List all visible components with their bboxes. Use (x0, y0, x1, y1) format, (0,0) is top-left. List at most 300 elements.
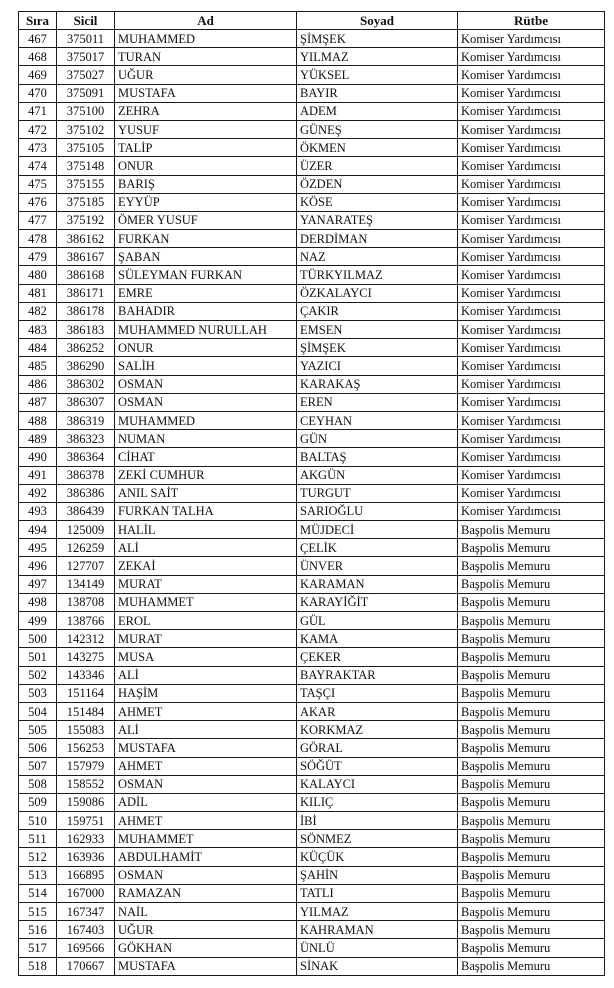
cell-ad: MUSTAFA (115, 957, 297, 975)
cell-sicil: 375148 (57, 157, 115, 175)
cell-sira: 469 (19, 66, 57, 84)
cell-sicil: 155083 (57, 721, 115, 739)
table-header (19, 12, 605, 30)
cell-sicil: 386178 (57, 302, 115, 320)
cell-rutbe: Başpolis Memuru (458, 903, 605, 921)
cell-sicil: 163936 (57, 848, 115, 866)
cell-sira: 501 (19, 648, 57, 666)
cell-rutbe: Başpolis Memuru (458, 884, 605, 902)
cell-rutbe: Komiser Yardımcısı (458, 321, 605, 339)
cell-rutbe: Komiser Yardımcısı (458, 302, 605, 320)
cell-ad: ALİ (115, 666, 297, 684)
cell-sicil: 375102 (57, 120, 115, 138)
cell-rutbe: Komiser Yardımcısı (458, 357, 605, 375)
cell-soyad: BAYIR (297, 84, 458, 102)
cell-sicil: 151164 (57, 684, 115, 702)
table-row (19, 612, 605, 630)
cell-ad: OSMAN (115, 775, 297, 793)
cell-sira: 485 (19, 357, 57, 375)
header-soyad: Soyad (297, 12, 458, 30)
cell-sira: 476 (19, 193, 57, 211)
cell-sicil: 375091 (57, 84, 115, 102)
cell-soyad: KÜÇÜK (297, 848, 458, 866)
cell-sira: 479 (19, 248, 57, 266)
cell-rutbe: Başpolis Memuru (458, 830, 605, 848)
cell-ad: ANIL SAİT (115, 484, 297, 502)
cell-sicil: 158552 (57, 775, 115, 793)
cell-ad: AHMET (115, 812, 297, 830)
cell-sira: 493 (19, 502, 57, 520)
cell-ad: AHMET (115, 757, 297, 775)
table-row (19, 357, 605, 375)
cell-ad: EROL (115, 612, 297, 630)
cell-ad: ALİ (115, 721, 297, 739)
table-row (19, 448, 605, 466)
cell-ad: EMRE (115, 284, 297, 302)
cell-rutbe: Komiser Yardımcısı (458, 84, 605, 102)
cell-soyad: KÖSE (297, 193, 458, 211)
cell-soyad: ÖZDEN (297, 175, 458, 193)
cell-soyad: GÜNEŞ (297, 120, 458, 138)
table-row (19, 521, 605, 539)
cell-rutbe: Komiser Yardımcısı (458, 411, 605, 429)
header-row (19, 12, 605, 30)
table-row (19, 957, 605, 975)
cell-rutbe: Komiser Yardımcısı (458, 448, 605, 466)
cell-rutbe: Başpolis Memuru (458, 702, 605, 720)
cell-sira: 503 (19, 684, 57, 702)
cell-sira: 483 (19, 321, 57, 339)
table-row (19, 630, 605, 648)
cell-sira: 517 (19, 939, 57, 957)
cell-rutbe: Komiser Yardımcısı (458, 120, 605, 138)
cell-ad: ÖMER YUSUF (115, 211, 297, 229)
cell-ad: MUHAMMET (115, 830, 297, 848)
table-row (19, 321, 605, 339)
table-row (19, 48, 605, 66)
cell-rutbe: Komiser Yardımcısı (458, 484, 605, 502)
cell-rutbe: Komiser Yardımcısı (458, 284, 605, 302)
cell-rutbe: Başpolis Memuru (458, 521, 605, 539)
cell-soyad: SÖNMEZ (297, 830, 458, 848)
cell-rutbe: Komiser Yardımcısı (458, 375, 605, 393)
cell-sira: 511 (19, 830, 57, 848)
cell-soyad: YILMAZ (297, 48, 458, 66)
cell-rutbe: Komiser Yardımcısı (458, 175, 605, 193)
table-row (19, 339, 605, 357)
cell-ad: MUSA (115, 648, 297, 666)
table-row (19, 812, 605, 830)
cell-sira: 473 (19, 139, 57, 157)
cell-rutbe: Başpolis Memuru (458, 866, 605, 884)
cell-ad: ALİ (115, 539, 297, 557)
cell-rutbe: Başpolis Memuru (458, 921, 605, 939)
cell-sicil: 375185 (57, 193, 115, 211)
cell-ad: RAMAZAN (115, 884, 297, 902)
cell-sira: 515 (19, 903, 57, 921)
table-row (19, 793, 605, 811)
cell-rutbe: Komiser Yardımcısı (458, 157, 605, 175)
cell-sicil: 375100 (57, 102, 115, 120)
cell-ad: FURKAN (115, 230, 297, 248)
table-row (19, 666, 605, 684)
table-row (19, 775, 605, 793)
table-row (19, 848, 605, 866)
header-rutbe: Rütbe (458, 12, 605, 30)
cell-sira: 488 (19, 411, 57, 429)
cell-sicil: 126259 (57, 539, 115, 557)
cell-sicil: 167403 (57, 921, 115, 939)
cell-ad: MUSTAFA (115, 84, 297, 102)
table-row (19, 702, 605, 720)
cell-sira: 491 (19, 466, 57, 484)
cell-soyad: SÖĞÜT (297, 757, 458, 775)
cell-rutbe: Komiser Yardımcısı (458, 211, 605, 229)
cell-rutbe: Komiser Yardımcısı (458, 430, 605, 448)
table-row (19, 175, 605, 193)
cell-sicil: 125009 (57, 521, 115, 539)
table-row (19, 84, 605, 102)
cell-soyad: YÜKSEL (297, 66, 458, 84)
cell-sicil: 138708 (57, 593, 115, 611)
cell-sira: 512 (19, 848, 57, 866)
cell-sira: 514 (19, 884, 57, 902)
cell-rutbe: Başpolis Memuru (458, 666, 605, 684)
cell-rutbe: Başpolis Memuru (458, 739, 605, 757)
cell-sira: 494 (19, 521, 57, 539)
cell-sicil: 170667 (57, 957, 115, 975)
cell-sicil: 386302 (57, 375, 115, 393)
cell-soyad: AKAR (297, 702, 458, 720)
cell-ad: ADİL (115, 793, 297, 811)
cell-rutbe: Komiser Yardımcısı (458, 48, 605, 66)
cell-ad: EYYÜP (115, 193, 297, 211)
cell-sira: 474 (19, 157, 57, 175)
header-ad: Ad (115, 12, 297, 30)
cell-rutbe: Komiser Yardımcısı (458, 393, 605, 411)
cell-rutbe: Komiser Yardımcısı (458, 30, 605, 48)
cell-soyad: KARAYİĞİT (297, 593, 458, 611)
cell-sira: 481 (19, 284, 57, 302)
cell-ad: ZEKİ CUMHUR (115, 466, 297, 484)
table-row (19, 66, 605, 84)
cell-sicil: 386168 (57, 266, 115, 284)
cell-ad: UĞUR (115, 921, 297, 939)
cell-sicil: 386307 (57, 393, 115, 411)
table-row (19, 575, 605, 593)
cell-soyad: AKGÜN (297, 466, 458, 484)
cell-soyad: ÖKMEN (297, 139, 458, 157)
cell-sira: 468 (19, 48, 57, 66)
table-row (19, 157, 605, 175)
cell-sira: 518 (19, 957, 57, 975)
personnel-table (18, 11, 605, 976)
table-row (19, 484, 605, 502)
cell-sira: 508 (19, 775, 57, 793)
cell-soyad: YILMAZ (297, 903, 458, 921)
cell-sicil: 375027 (57, 66, 115, 84)
cell-soyad: KALAYCI (297, 775, 458, 793)
table-row (19, 557, 605, 575)
cell-rutbe: Komiser Yardımcısı (458, 66, 605, 84)
cell-ad: AHMET (115, 702, 297, 720)
cell-ad: MUHAMMED NURULLAH (115, 321, 297, 339)
cell-sira: 492 (19, 484, 57, 502)
cell-soyad: KORKMAZ (297, 721, 458, 739)
cell-ad: BARIŞ (115, 175, 297, 193)
cell-sicil: 386364 (57, 448, 115, 466)
cell-rutbe: Komiser Yardımcısı (458, 102, 605, 120)
table-row (19, 903, 605, 921)
cell-ad: UĞUR (115, 66, 297, 84)
cell-sira: 484 (19, 339, 57, 357)
cell-sicil: 386252 (57, 339, 115, 357)
table-row (19, 230, 605, 248)
table-row (19, 120, 605, 138)
cell-soyad: ÇELİK (297, 539, 458, 557)
cell-sicil: 386386 (57, 484, 115, 502)
cell-ad: ONUR (115, 339, 297, 357)
cell-soyad: CEYHAN (297, 411, 458, 429)
cell-sicil: 375192 (57, 211, 115, 229)
cell-ad: FURKAN TALHA (115, 502, 297, 520)
cell-soyad: MÜJDECİ (297, 521, 458, 539)
table-row (19, 502, 605, 520)
cell-soyad: ÇEKER (297, 648, 458, 666)
cell-sira: 478 (19, 230, 57, 248)
cell-soyad: ÜZER (297, 157, 458, 175)
cell-soyad: ÇAKIR (297, 302, 458, 320)
cell-soyad: BALTAŞ (297, 448, 458, 466)
cell-sira: 490 (19, 448, 57, 466)
cell-ad: HAŞİM (115, 684, 297, 702)
cell-rutbe: Başpolis Memuru (458, 539, 605, 557)
cell-ad: TURAN (115, 48, 297, 66)
cell-soyad: GÜN (297, 430, 458, 448)
cell-soyad: TÜRKYILMAZ (297, 266, 458, 284)
cell-sicil: 386183 (57, 321, 115, 339)
table-row (19, 539, 605, 557)
table-row (19, 739, 605, 757)
table-row (19, 866, 605, 884)
cell-sira: 498 (19, 593, 57, 611)
cell-soyad: ŞAHİN (297, 866, 458, 884)
cell-soyad: NAZ (297, 248, 458, 266)
cell-sicil: 159086 (57, 793, 115, 811)
cell-ad: GÖKHAN (115, 939, 297, 957)
cell-soyad: YAZICI (297, 357, 458, 375)
table-body (19, 30, 605, 976)
table-row (19, 284, 605, 302)
table-row (19, 248, 605, 266)
cell-sira: 472 (19, 120, 57, 138)
cell-ad: ONUR (115, 157, 297, 175)
cell-sicil: 386290 (57, 357, 115, 375)
cell-sicil: 386439 (57, 502, 115, 520)
cell-sira: 509 (19, 793, 57, 811)
cell-soyad: EREN (297, 393, 458, 411)
cell-sicil: 127707 (57, 557, 115, 575)
cell-sicil: 167000 (57, 884, 115, 902)
cell-sicil: 386378 (57, 466, 115, 484)
table-row (19, 648, 605, 666)
table-row (19, 411, 605, 429)
cell-sicil: 375017 (57, 48, 115, 66)
cell-rutbe: Komiser Yardımcısı (458, 139, 605, 157)
table-row (19, 830, 605, 848)
cell-ad: NAİL (115, 903, 297, 921)
cell-sicil: 375011 (57, 30, 115, 48)
cell-sira: 480 (19, 266, 57, 284)
cell-sicil: 166895 (57, 866, 115, 884)
cell-soyad: ÜNLÜ (297, 939, 458, 957)
cell-soyad: İBİ (297, 812, 458, 830)
header-sicil: Sicil (57, 12, 115, 30)
cell-ad: SALİH (115, 357, 297, 375)
table-row (19, 211, 605, 229)
cell-sicil: 143275 (57, 648, 115, 666)
cell-ad: OSMAN (115, 866, 297, 884)
table-row (19, 30, 605, 48)
cell-sicil: 386171 (57, 284, 115, 302)
table-row (19, 102, 605, 120)
cell-sira: 500 (19, 630, 57, 648)
cell-ad: ABDULHAMİT (115, 848, 297, 866)
table-row (19, 139, 605, 157)
cell-ad: HALİL (115, 521, 297, 539)
table-row (19, 430, 605, 448)
cell-soyad: ÜNVER (297, 557, 458, 575)
cell-sicil: 375105 (57, 139, 115, 157)
table-row (19, 266, 605, 284)
cell-sicil: 162933 (57, 830, 115, 848)
cell-ad: MUHAMMED (115, 30, 297, 48)
table-row (19, 393, 605, 411)
cell-ad: ZEKAİ (115, 557, 297, 575)
cell-sicil: 386162 (57, 230, 115, 248)
cell-sira: 487 (19, 393, 57, 411)
cell-rutbe: Komiser Yardımcısı (458, 230, 605, 248)
cell-soyad: ŞİMŞEK (297, 30, 458, 48)
cell-sira: 489 (19, 430, 57, 448)
cell-rutbe: Başpolis Memuru (458, 812, 605, 830)
cell-rutbe: Başpolis Memuru (458, 793, 605, 811)
cell-ad: OSMAN (115, 393, 297, 411)
cell-soyad: ŞİMŞEK (297, 339, 458, 357)
cell-sira: 471 (19, 102, 57, 120)
cell-ad: MURAT (115, 630, 297, 648)
cell-soyad: DERDİMAN (297, 230, 458, 248)
cell-sicil: 142312 (57, 630, 115, 648)
cell-soyad: TURGUT (297, 484, 458, 502)
cell-rutbe: Başpolis Memuru (458, 630, 605, 648)
cell-sicil: 386167 (57, 248, 115, 266)
cell-sira: 507 (19, 757, 57, 775)
cell-sira: 516 (19, 921, 57, 939)
cell-sira: 510 (19, 812, 57, 830)
cell-rutbe: Komiser Yardımcısı (458, 193, 605, 211)
cell-ad: MURAT (115, 575, 297, 593)
cell-rutbe: Başpolis Memuru (458, 648, 605, 666)
cell-soyad: YANARATEŞ (297, 211, 458, 229)
cell-rutbe: Komiser Yardımcısı (458, 339, 605, 357)
cell-soyad: KARAMAN (297, 575, 458, 593)
cell-soyad: BAYRAKTAR (297, 666, 458, 684)
cell-sira: 475 (19, 175, 57, 193)
cell-soyad: SARIOĞLU (297, 502, 458, 520)
cell-sira: 482 (19, 302, 57, 320)
cell-sira: 496 (19, 557, 57, 575)
cell-rutbe: Başpolis Memuru (458, 612, 605, 630)
cell-soyad: KARAKAŞ (297, 375, 458, 393)
cell-soyad: SİNAK (297, 957, 458, 975)
cell-ad: MUHAMMET (115, 593, 297, 611)
cell-rutbe: Başpolis Memuru (458, 848, 605, 866)
cell-rutbe: Komiser Yardımcısı (458, 502, 605, 520)
cell-ad: CİHAT (115, 448, 297, 466)
cell-rutbe: Başpolis Memuru (458, 757, 605, 775)
table-row (19, 921, 605, 939)
cell-sira: 506 (19, 739, 57, 757)
cell-ad: TALİP (115, 139, 297, 157)
table-row (19, 466, 605, 484)
cell-sira: 502 (19, 666, 57, 684)
cell-ad: MUSTAFA (115, 739, 297, 757)
cell-ad: ŞABAN (115, 248, 297, 266)
cell-sicil: 157979 (57, 757, 115, 775)
cell-rutbe: Komiser Yardımcısı (458, 266, 605, 284)
cell-ad: BAHADIR (115, 302, 297, 320)
cell-rutbe: Başpolis Memuru (458, 939, 605, 957)
cell-rutbe: Başpolis Memuru (458, 957, 605, 975)
cell-ad: MUHAMMED (115, 411, 297, 429)
cell-ad: ZEHRA (115, 102, 297, 120)
cell-sira: 504 (19, 702, 57, 720)
cell-soyad: GÖRAL (297, 739, 458, 757)
table-row (19, 193, 605, 211)
table-row (19, 757, 605, 775)
cell-soyad: GÜL (297, 612, 458, 630)
cell-sira: 470 (19, 84, 57, 102)
cell-sira: 513 (19, 866, 57, 884)
table-row (19, 302, 605, 320)
cell-sicil: 151484 (57, 702, 115, 720)
cell-sira: 499 (19, 612, 57, 630)
cell-rutbe: Komiser Yardımcısı (458, 248, 605, 266)
cell-soyad: ADEM (297, 102, 458, 120)
table-row (19, 939, 605, 957)
cell-ad: YUSUF (115, 120, 297, 138)
cell-sicil: 167347 (57, 903, 115, 921)
cell-sicil: 134149 (57, 575, 115, 593)
cell-sira: 495 (19, 539, 57, 557)
cell-sira: 477 (19, 211, 57, 229)
cell-sicil: 159751 (57, 812, 115, 830)
cell-rutbe: Başpolis Memuru (458, 575, 605, 593)
cell-sicil: 386319 (57, 411, 115, 429)
header-sira: Sıra (19, 12, 57, 30)
table-row (19, 721, 605, 739)
cell-rutbe: Komiser Yardımcısı (458, 466, 605, 484)
table-row (19, 593, 605, 611)
cell-soyad: ÖZKALAYCI (297, 284, 458, 302)
cell-rutbe: Başpolis Memuru (458, 684, 605, 702)
cell-sicil: 375155 (57, 175, 115, 193)
cell-sicil: 143346 (57, 666, 115, 684)
cell-sira: 505 (19, 721, 57, 739)
cell-sicil: 156253 (57, 739, 115, 757)
cell-rutbe: Başpolis Memuru (458, 721, 605, 739)
